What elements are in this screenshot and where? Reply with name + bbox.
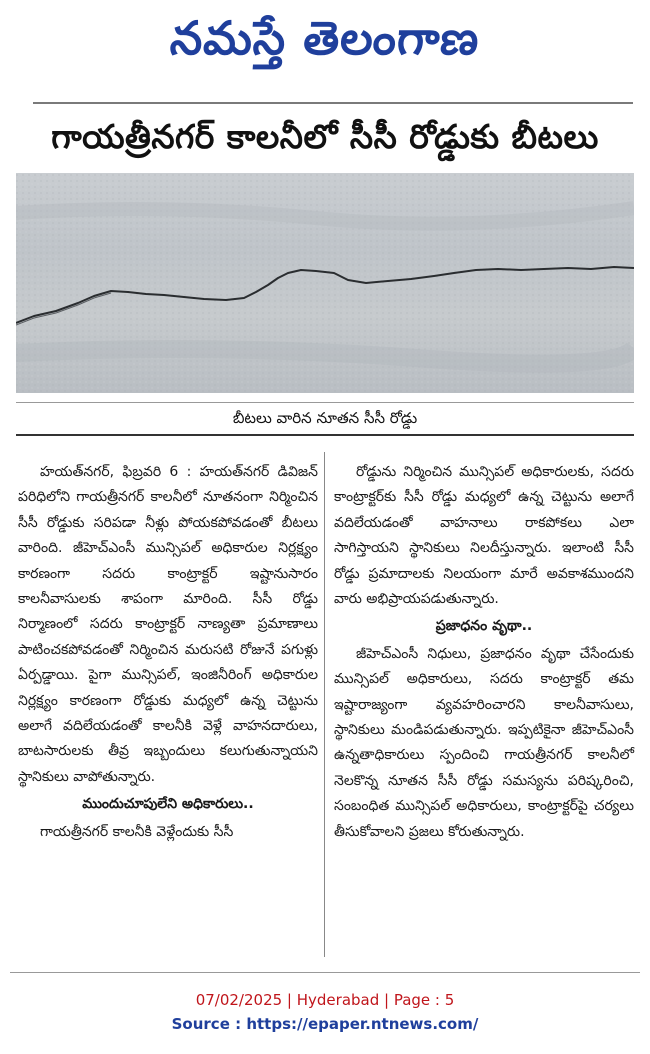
source-link[interactable]: Source : https://epaper.ntnews.com/ [171,1015,479,1033]
road-crack-image [16,173,634,393]
left-paragraph-2: గాయత్రీనగర్ కాలనీకి వెళ్లేందుకు సీసీ [40,823,234,840]
column-divider [324,452,325,957]
article-headline: గాయత్రీనగర్ కాలనీలో సీసీ రోడ్డుకు బీటలు [51,117,599,156]
newspaper-masthead: నమస్తే తెలంగాణ [168,11,482,65]
photo-caption: బీటలు వారిన నూతన సీసీ రోడ్డు [232,409,418,427]
right-paragraph-2: జీహెచ్‌ఎంసీ నిధులు, ప్రజాధనం వృథా చేసేందుకు మున్సిపల్ అధికారులు, సదరు కాంట్రాక్టర్ తమ ఇష్టారాజ్యంగా వ్యవహరించారని కాలనీవాసులు, స్థానికులు మండిపడుతున్నారు. ఇప్పటికైనా జీహెచ్‌ఎంసీ ఉన్నతాధికారులు స్పందించి గాయత్రీనగర్ కాలనీలో నెలకొన్న నూతన సీసీ రోడ్డు సమస్యను పరిష్కరించి, సంబంధిత మున్సిపల్ అధికారులు, కాంట్రాక్టర్‌పై చర్యలు తీసుకోవాలని ప్రజలు కోరుతున్నారు. [334,645,634,840]
article-right-column [334,460,634,845]
left-paragraph-1: హయత్‌నగర్, ఫిబ్రవరి 6 : హయత్‌నగర్ డివిజన్ పరిధిలోని గాయత్రీనగర్ కాలనీలో నూతనంగా నిర్మించిన సీసీ రోడ్డుకు సరిపడా నీళ్లు పోయకపోవడంతో బీటలు వారింది. జీహెచ్‌ఎంసీ మున్సిపల్ అధికారుల నిర్లక్ష్యం కారణంగా సదరు కాంట్రాక్టర్ ఇష్టానుసారం కాలనీవాసులకు శాపంగా మారింది. సీసీ రోడ్డు నిర్మాణంలో సదరు కాంట్రాక్టర్ నాణ్యతా ప్రమాణాలు పాటించకపోవడంతో నిర్మించిన మరుసటి రోజునే పగుళ్లు ఏర్పడ్డాయి. పైగా మున్సిపల్, ఇంజినీరింగ్ అధికారుల నిర్లక్ష్యం కారణంగా రోడ్డుకు మధ్యలో ఉన్న చెట్టును అలాగే వదిలేయడంతో కాలనీకి వెళ్లే వాహనదారులు, బాటసారులకు తీవ్ర ఇబ్బందులు కలుగుతున్నాయని స్థానికులు వాపోతున్నారు. [18,464,318,785]
right-paragraph-1: రోడ్డును నిర్మించిన మున్సిపల్ అధికారులకు, సదరు కాంట్రాక్టర్‌కు సీసీ రోడ్డు మధ్యలో ఉన్న చెట్టును అలాగే వదిలేయడంతో వాహనాలు రాకపోకలు ఎలా సాగిస్తాయని స్థానికులు నిలదీస్తున్నారు. ఇలాంటి సీసీ రోడ్డు ప్రమాదాలకు నిలయంగా మారే అవకాశముందని వారు అభిప్రాయపడుతున్నారు. [334,464,634,608]
masthead-divider [33,102,633,104]
caption-divider [16,434,634,436]
edition-date-line: 07/02/2025 | Hyderabad | Page : 5 [195,991,455,1009]
left-subheading: ముందుచూపులేని అధికారులు.. [82,796,254,813]
right-subheading: ప్రజాధనం వృథా.. [435,618,533,635]
article-left-column [18,460,318,845]
footer-divider [10,972,640,973]
cracked-road-photo [16,173,634,393]
caption-rule [16,402,634,403]
